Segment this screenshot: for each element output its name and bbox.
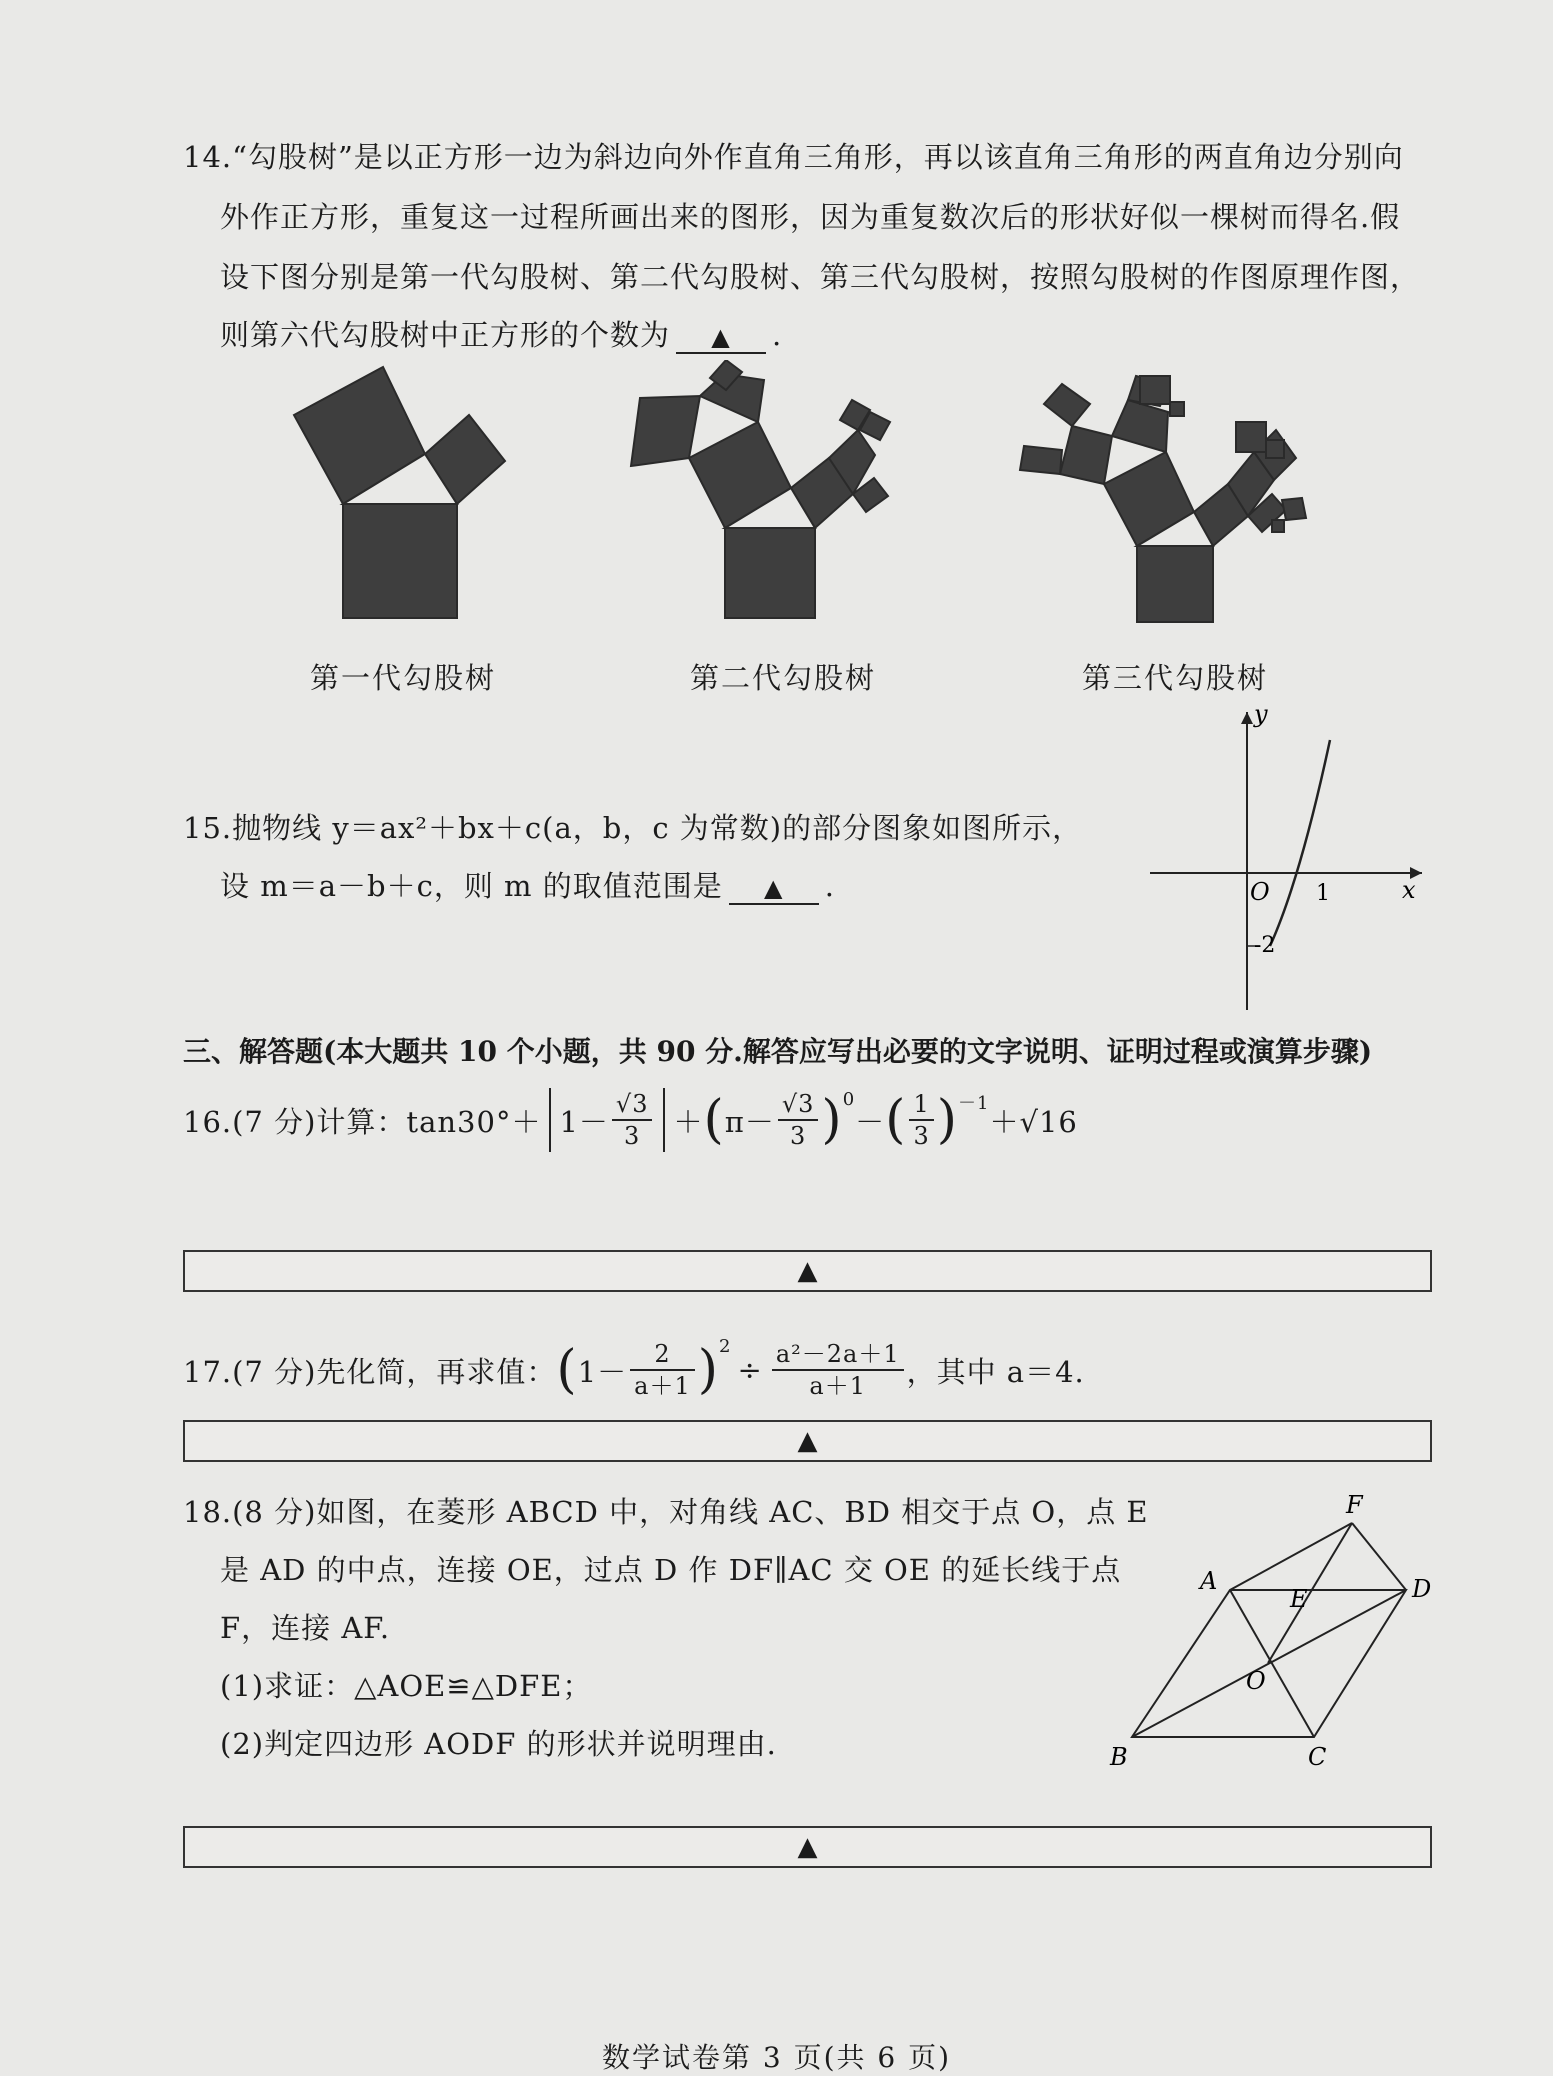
pythagoras-tree-figures: [0, 360, 1553, 640]
q14-answer-blank[interactable]: [676, 318, 766, 354]
q15-line1: 15.抛物线 y＝ax²＋bx＋c(a，b，c 为常数)的部分图象如图所示，: [183, 811, 1083, 845]
caption-gen2: 第二代勾股树: [690, 661, 877, 695]
caption-gen3: 第三代勾股树: [1082, 661, 1269, 695]
label-B: B: [1110, 1743, 1128, 1771]
frac-1-over-3: $\frac{1}{3}$: [909, 1089, 933, 1151]
q14-line2: 外作正方形，重复这一过程所画出来的图形，因为重复数次后的形状好似一棵树而得名.假: [220, 200, 1401, 234]
q16-exp-neg1: －1: [958, 1093, 990, 1114]
abs-bar-left: [549, 1088, 551, 1152]
graph-y-tick: -2: [1254, 933, 1276, 958]
q17-square: 2: [719, 1336, 732, 1357]
paren-open-2: (: [885, 1090, 907, 1150]
q17-answer-box[interactable]: [183, 1420, 1432, 1462]
q16-prefix: 16.(7 分)计算：tan30°＋: [183, 1104, 542, 1139]
q14-question-text: 则第六代勾股树中正方形的个数为: [220, 318, 671, 352]
q15-period: .: [824, 869, 835, 903]
graph-y-label: y: [1254, 700, 1268, 728]
q15-answer-blank[interactable]: [729, 869, 819, 905]
q14-period: .: [772, 318, 783, 352]
q16-answer-box[interactable]: [183, 1250, 1432, 1292]
answer-triangle-icon: ▲: [711, 323, 731, 351]
answer-triangle-icon: ▲: [797, 1256, 818, 1286]
page-footer: 数学试卷第 3 页(共 6 页): [601, 2041, 952, 2074]
label-O: O: [1246, 1667, 1266, 1695]
q14-line1: 14.“勾股树”是以正方形一边为斜边向外作直角三角形，再以该直角三角形的两直角边分别向: [183, 140, 1404, 174]
q17-prefix: 17.(7 分)先化简，再求值：: [183, 1354, 557, 1389]
paren-open: (: [556, 1340, 578, 1400]
caption-gen1: 第一代勾股树: [310, 661, 497, 695]
pythagoras-tree-gen2: [631, 360, 890, 618]
q16-exp-zero: 0: [842, 1089, 856, 1110]
answer-triangle-icon: ▲: [764, 874, 784, 902]
q16-expression: [183, 1085, 1078, 1155]
q16-plus: ＋: [673, 1104, 704, 1139]
q16-one-minus: 1－: [559, 1104, 609, 1139]
paren-close-2: ): [936, 1090, 959, 1150]
q17-one-minus: 1－: [577, 1354, 628, 1389]
paren-close: ): [821, 1090, 843, 1150]
label-E: E: [1290, 1585, 1308, 1613]
q16-tail: ＋√16: [989, 1104, 1078, 1139]
q18-line1: 18.(8 分)如图，在菱形 ABCD 中，对角线 AC、BD 相交于点 O，点 E: [183, 1495, 1149, 1529]
q16-pi-minus: π－: [724, 1104, 775, 1139]
rhombus-figure: [1100, 1485, 1440, 1785]
graph-x-label: x: [1402, 876, 1416, 904]
label-A: A: [1200, 1567, 1218, 1595]
frac-2-over-a-plus-1: $\frac{2}{a+1}$: [630, 1339, 695, 1401]
paren-close: ): [697, 1340, 720, 1400]
frac-quadratic-over-a-plus-1: $\frac{\text{a²－2a＋1}}{a+1}$: [772, 1339, 904, 1401]
graph-origin-label: O: [1250, 878, 1270, 906]
q14-line4: [220, 313, 782, 354]
pythagoras-tree-gen3: [1020, 376, 1306, 622]
q15-line2: [220, 864, 835, 905]
q15-question-text: 设 m＝a－b＋c，则 m 的取值范围是: [220, 869, 723, 903]
q17-expression: [183, 1330, 1085, 1410]
label-F: F: [1346, 1491, 1363, 1519]
q18-answer-box[interactable]: [183, 1826, 1432, 1868]
q16-minus: －: [855, 1104, 886, 1139]
label-C: C: [1308, 1743, 1327, 1771]
answer-triangle-icon: ▲: [797, 1832, 818, 1862]
paren-open: (: [703, 1090, 725, 1150]
q18-part2: (2)判定四边形 AODF 的形状并说明理由.: [220, 1727, 777, 1761]
answer-triangle-icon: ▲: [797, 1426, 818, 1456]
q18-part1: (1)求证：△AOE≌△DFE；: [220, 1669, 593, 1703]
frac-sqrt3-over-3-b: $\frac{√3}{3}$: [778, 1089, 819, 1151]
frac-sqrt3-over-3: $\frac{√3}{3}$: [612, 1089, 653, 1151]
q17-tail: ，其中 a＝4.: [906, 1354, 1085, 1389]
q18-line2: 是 AD 的中点，连接 OE，过点 D 作 DF∥AC 交 OE 的延长线于点: [220, 1553, 1122, 1587]
q14-line3: 设下图分别是第一代勾股树、第二代勾股树、第三代勾股树，按照勾股树的作图原理作图，: [220, 260, 1421, 294]
abs-bar-right: [663, 1088, 665, 1152]
label-D: D: [1412, 1575, 1432, 1603]
section3-title: 三、解答题(本大题共 10 个小题，共 90 分.解答应写出必要的文字说明、证明过程或演算步骤): [183, 1035, 1373, 1068]
parabola-graph: [1130, 700, 1430, 1020]
pythagoras-tree-gen1: [294, 367, 505, 618]
q18-line3: F，连接 AF.: [220, 1611, 391, 1645]
q17-divide: ÷: [737, 1353, 763, 1387]
graph-x-tick: 1: [1316, 881, 1330, 906]
